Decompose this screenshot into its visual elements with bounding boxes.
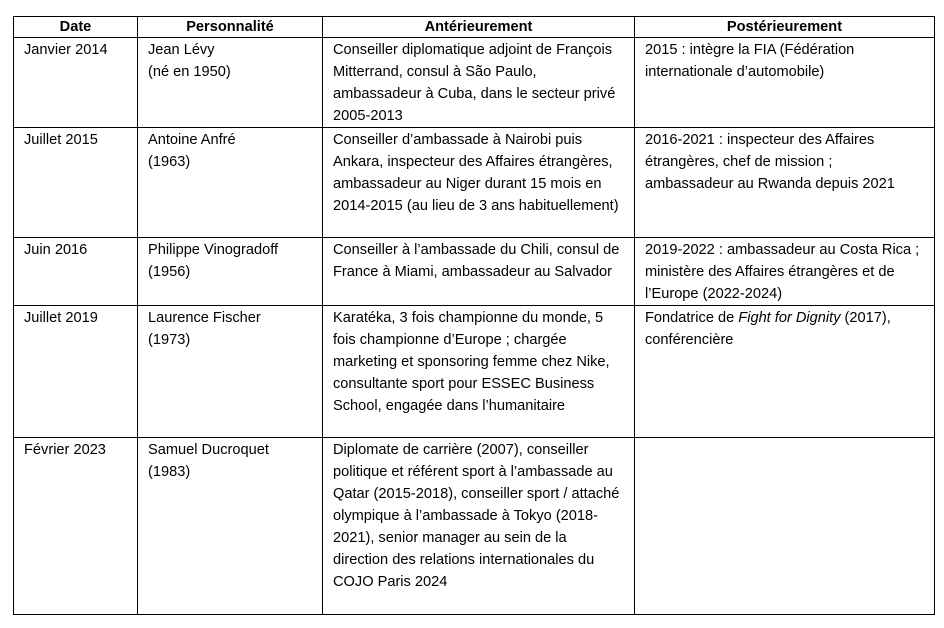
person-name: Philippe Vinogradoff: [148, 242, 279, 258]
cell-anterieurement: Conseiller à l’ambassade du Chili, consul de France à Miami, ambassadeur au Salvador: [323, 238, 635, 306]
header-anterieurement: Antérieurement: [323, 17, 635, 38]
person-birth: (1963): [148, 154, 191, 170]
cell-personnalite: [138, 238, 323, 306]
appointments-table: [13, 16, 935, 615]
after-suffix: (2017), conférencière: [645, 310, 891, 348]
cell-anterieurement: Karatéka, 3 fois championne du monde, 5 fois championne d’Europe ; chargée marketing et sponsoring femme chez Nike, consultante sport pour ESSEC Business School, engagée dans l’humanitaire: [323, 306, 635, 438]
cell-personnalite: [138, 306, 323, 438]
table-row: [14, 438, 935, 615]
cell-date: Juin 2016: [14, 238, 138, 306]
person-birth: (1983): [148, 464, 191, 480]
person-name: Laurence Fischer: [148, 310, 261, 326]
cell-date: Juillet 2015: [14, 128, 138, 238]
cell-date: Février 2023: [14, 438, 138, 615]
person-name: Samuel Ducroquet: [148, 442, 269, 458]
cell-posterieurement: [635, 306, 935, 438]
after-org-name: Fight for Dignity: [738, 310, 841, 326]
cell-posterieurement: 2015 : intègre la FIA (Fédération internationale d’automobile): [635, 38, 935, 128]
cell-personnalite: [138, 438, 323, 615]
person-birth: (1956): [148, 264, 191, 280]
cell-anterieurement: Conseiller diplomatique adjoint de François Mitterrand, consul à São Paulo, ambassadeur à Cuba, dans le secteur privé 2005-2013: [323, 38, 635, 128]
person-birth: (1973): [148, 332, 191, 348]
person-name: Jean Lévy: [148, 42, 215, 58]
cell-posterieurement: 2016-2021 : inspecteur des Affaires étrangères, chef de mission ; ambassadeur au Rwanda depuis 2021: [635, 128, 935, 238]
header-row: [14, 17, 935, 38]
cell-date: Janvier 2014: [14, 38, 138, 128]
after-prefix: Fondatrice de: [645, 310, 739, 326]
header-posterieurement: Postérieurement: [635, 17, 935, 38]
table-row: [14, 38, 935, 128]
cell-posterieurement: [635, 438, 935, 615]
cell-personnalite: [138, 38, 323, 128]
table-row: [14, 306, 935, 438]
header-date: Date: [14, 17, 138, 38]
cell-anterieurement: Conseiller d’ambassade à Nairobi puis Ankara, inspecteur des Affaires étrangères, ambassadeur au Niger durant 15 mois en 2014-2015 (au lieu de 3 ans habituellement): [323, 128, 635, 238]
cell-date: Juillet 2019: [14, 306, 138, 438]
cell-personnalite: [138, 128, 323, 238]
header-personnalite: Personnalité: [138, 17, 323, 38]
cell-posterieurement: 2019-2022 : ambassadeur au Costa Rica ; ministère des Affaires étrangères et de l’Europe (2022-2024): [635, 238, 935, 306]
table-row: [14, 238, 935, 306]
person-name: Antoine Anfré: [148, 132, 236, 148]
person-birth: (né en 1950): [148, 64, 231, 80]
cell-anterieurement: Diplomate de carrière (2007), conseiller politique et référent sport à l’ambassade au Qatar (2015-2018), conseiller sport / attaché olympique à l’ambassade à Tokyo (2018-2021), senior manager au sein de la direction des relations internationales du COJO Paris 2024: [323, 438, 635, 615]
table-row: [14, 128, 935, 238]
